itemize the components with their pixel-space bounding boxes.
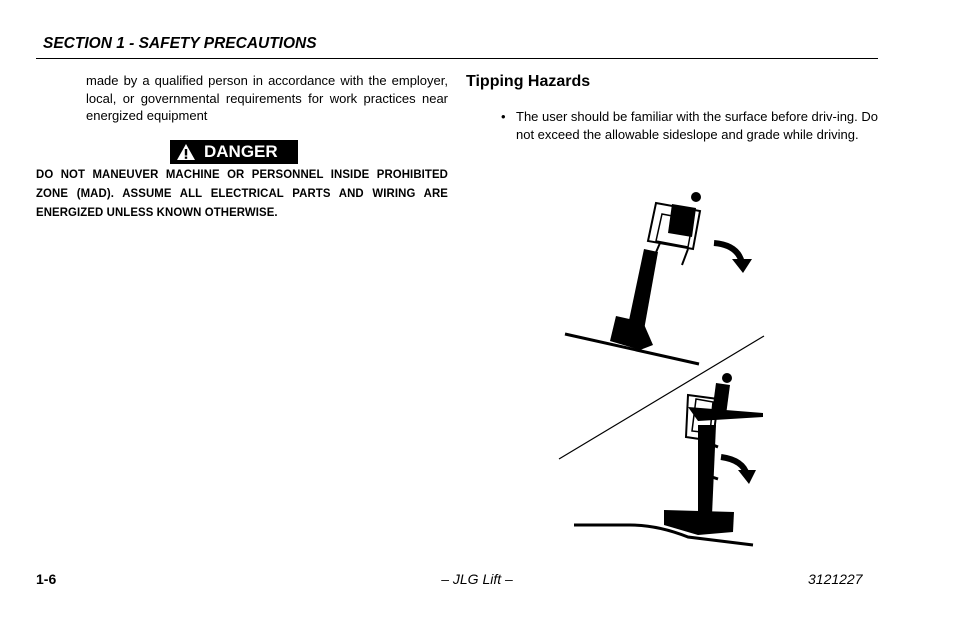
danger-warning-text: DO NOT MANEUVER MACHINE OR PERSONNEL INSIDE PROHIBITED ZONE (MAD). ASSUME ALL ELECTRICAL PARTS AND WIRING ARE ENERGIZED UNLESS KNOWN OTHERWISE. <box>36 168 448 220</box>
left-paragraph: made by a qualified person in accordance with the employer, local, or governmental requirements for work practices near energized equipment <box>86 73 448 123</box>
danger-label: DANGER <box>204 142 278 161</box>
page-number: 1-6 <box>36 571 57 587</box>
bullet-marker: • <box>501 109 506 124</box>
tipping-arrow-bottom-icon <box>721 457 756 484</box>
footer-brand: – JLG Lift – <box>441 571 513 587</box>
header-rule <box>36 58 878 59</box>
tipping-lift-top <box>565 192 701 364</box>
danger-badge <box>170 140 298 164</box>
tipping-hazards-heading: Tipping Hazards <box>466 73 591 90</box>
tipping-illustration <box>548 185 768 550</box>
section-header-title: SECTION 1 - SAFETY PRECAUTIONS <box>43 35 317 52</box>
warning-triangle-icon <box>176 143 196 161</box>
tipping-arrow-top-icon <box>714 243 752 273</box>
bullet-text: The user should be familiar with the surface before driv-ing. Do not exceed the allowable sideslope and grade while driving. <box>516 109 879 142</box>
document-number: 3121227 <box>808 571 863 587</box>
